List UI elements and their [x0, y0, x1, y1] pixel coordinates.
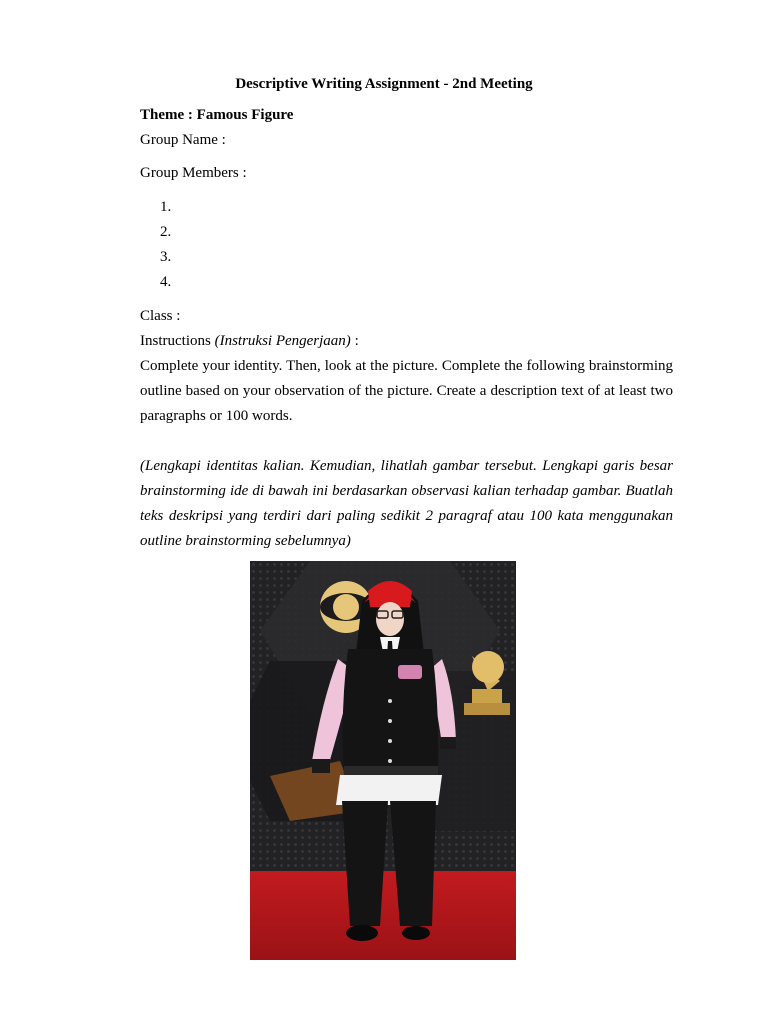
instructions-label-translation: (Instruksi Pengerjaan): [214, 333, 351, 349]
instructions-label: Instructions: [140, 333, 211, 349]
document-title: Descriptive Writing Assignment - 2nd Meeting: [235, 76, 533, 92]
red-carpet: [250, 871, 516, 960]
instructions-english: Complete your identity. Then, look at the picture. Complete the following brainstorming outline based on your observation of the picture. Create a description text of at least two paragraphs or 100 words.: [140, 358, 673, 424]
class-label: Class :: [140, 308, 181, 324]
member-item: 2.: [160, 224, 172, 240]
members-list: [160, 198, 171, 298]
instructions-indonesian: (Lengkapi identitas kalian. Kemudian, lihatlah gambar tersebut. Lengkapi garis besar brainstorming ide di bawah ini berdasarkan observasi kalian terhadap gambar. Buatlah teks deskripsi yang terdiri dari paling sedikit 2 paragraf atau 100 kata menggunakan outline brainstorming sebelumnya): [140, 458, 673, 549]
member-item: 4.: [160, 274, 172, 290]
instructions-colon: :: [354, 333, 359, 349]
member-item: 1.: [160, 199, 172, 215]
member-item: 3.: [160, 249, 172, 265]
group-members-label: Group Members :: [140, 165, 247, 181]
instructions-heading: [140, 333, 359, 350]
theme-heading: Theme : Famous Figure: [140, 107, 294, 123]
group-name-label: Group Name :: [140, 132, 226, 148]
famous-figure-photo: [250, 561, 516, 960]
